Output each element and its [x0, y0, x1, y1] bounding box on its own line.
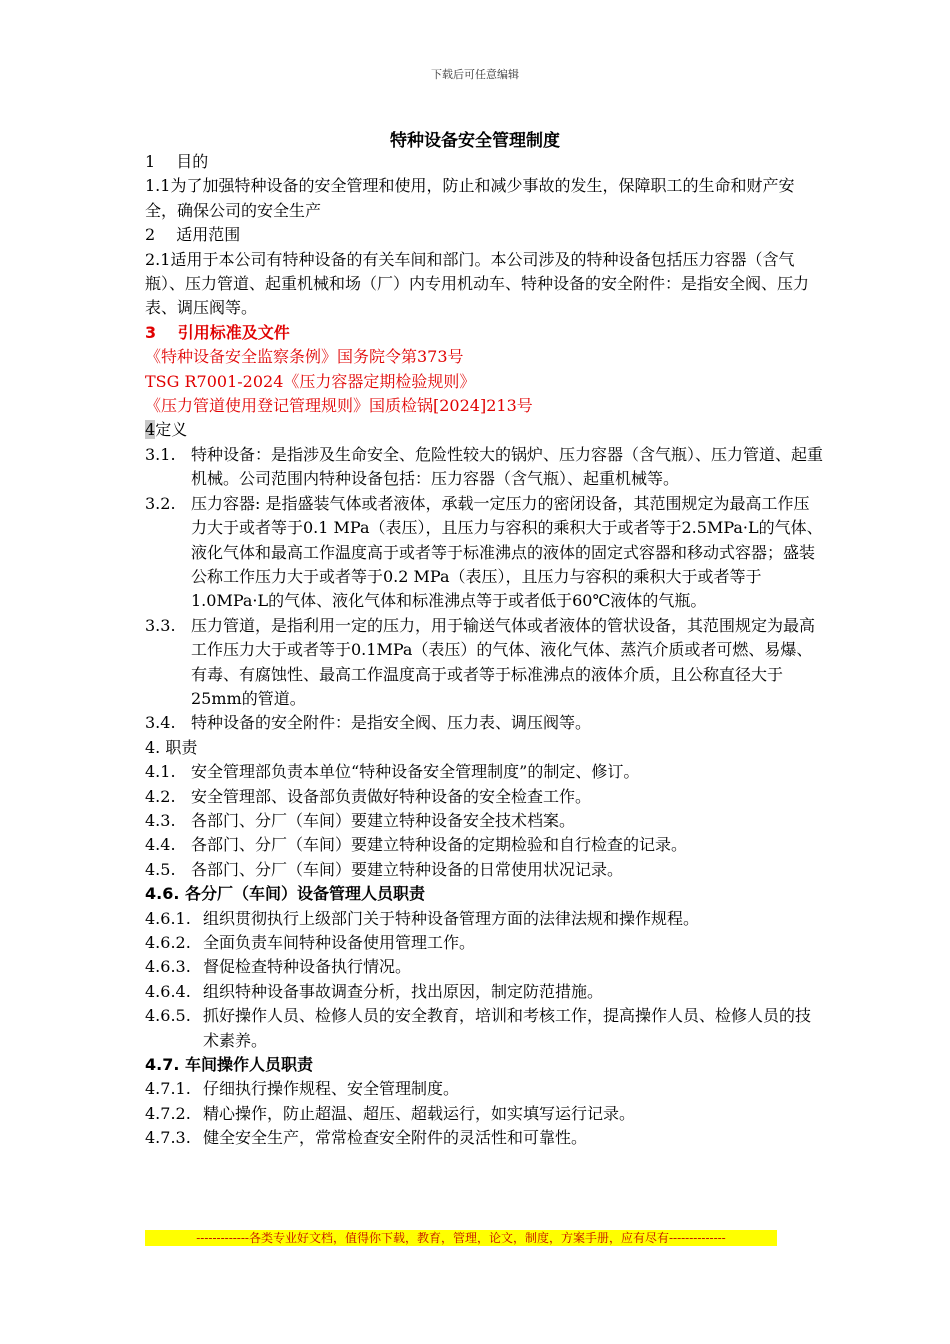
definition-item	[145, 492, 825, 614]
duty-text: 各部门、分厂（车间）要建立特种设备安全技术档案。	[191, 810, 576, 830]
reference-item: TSG R7001-2024《压力容器定期检验规则》	[145, 371, 476, 391]
operator-duty-number: 4.7.2.	[145, 1103, 191, 1123]
reference-item: 《压力管道使用登记管理规则》国质检锅[2024]213号	[145, 396, 533, 416]
definition-item	[145, 711, 825, 735]
section-4-number-highlight: 4	[145, 420, 156, 440]
definition-number: 3.4.	[145, 713, 176, 733]
section-2-heading: 2 适用范围	[145, 225, 241, 245]
section-4-heading-text: 定义	[155, 420, 188, 440]
duty-number: 4.4.	[145, 835, 176, 855]
duty-number: 4.2.	[145, 786, 176, 806]
manager-duty-item	[145, 1004, 825, 1053]
document-title: 特种设备安全管理制度	[390, 131, 560, 151]
operator-duty-text: 健全安全生产，常常检查安全附件的灵活性和可靠性。	[203, 1128, 588, 1148]
definition-number: 3.1.	[145, 444, 176, 464]
operator-duty-item	[145, 1126, 825, 1150]
definition-text: 压力容器: 是指盛装气体或者液体，承载一定压力的密闭设备，其范围规定为最高工作压力大于或者等于0.1 MPa（表压），且压力与容积的乘积大于或者等于2.5MPa·L的气体、液化气体和最高工作温度高于或者等于标准沸点的液体的固定式容器和移动式容器；盛装公称工作压力大于或者等于0.2 MPa（表压），且压力与容积的乘积大于或者等于1.0MPa·L的气体、液化气体和标准沸点等于或者低于60℃液体的气瓶。	[191, 493, 823, 611]
section-1-1-paragraph: 1.1为了加强特种设备的安全管理和使用，防止和减少事故的发生，保障职工的生命和财产安全，确保公司的安全生产	[145, 176, 795, 220]
reference-item: 《特种设备安全监察条例》国务院令第373号	[145, 347, 464, 367]
manager-duty-number: 4.6.1.	[145, 908, 191, 928]
duty-item	[145, 785, 825, 809]
manager-duty-number: 4.6.3.	[145, 957, 191, 977]
duty-item	[145, 858, 825, 882]
definition-text: 特种设备：是指涉及生命安全、危险性较大的锅炉、压力容器（含气瓶）、压力管道、起重机械。公司范围内特种设备包括：压力容器（含气瓶）、起重机械等。	[191, 444, 824, 489]
definition-number: 3.2.	[145, 493, 176, 513]
definition-item	[145, 614, 825, 712]
manager-duty-item	[145, 955, 825, 979]
duty-item	[145, 760, 825, 784]
duties-heading: 4. 职责	[145, 737, 198, 757]
section-1-heading: 1 目的	[145, 152, 209, 171]
document-body	[145, 150, 825, 1151]
operator-duty-item	[145, 1102, 825, 1126]
operator-duty-text: 精心操作，防止超温、超压、超载运行，如实填写运行记录。	[203, 1103, 636, 1123]
manager-duty-item	[145, 907, 825, 931]
definition-text: 特种设备的安全附件：是指安全阀、压力表、调压阀等。	[191, 713, 592, 733]
duty-number: 4.1.	[145, 762, 176, 782]
operator-duty-number: 4.7.3.	[145, 1128, 191, 1148]
manager-duty-text: 抓好操作人员、检修人员的安全教育，培训和考核工作，提高操作人员、检修人员的技术素养。	[203, 1006, 812, 1050]
manager-duty-number: 4.6.2.	[145, 933, 191, 952]
definition-item	[145, 443, 825, 492]
duty-number: 4.5.	[145, 859, 176, 879]
manager-duty-item	[145, 980, 825, 1004]
duty-text: 各部门、分厂（车间）要建立特种设备的日常使用状况记录。	[191, 859, 624, 879]
duty-item	[145, 809, 825, 833]
section-4-6-heading: 4.6. 各分厂（车间）设备管理人员职责	[145, 884, 425, 904]
operator-duty-text: 仔细执行操作规程、安全管理制度。	[203, 1079, 460, 1099]
section-3-heading: 3 引用标准及文件	[145, 322, 290, 342]
footer-banner: -------------各类专业好文档，值得你下载，教育，管理，论文，制度，方案手册，应有尽有--------------	[145, 1230, 777, 1246]
duty-text: 安全管理部、设备部负责做好特种设备的安全检查工作。	[191, 786, 592, 806]
duty-text: 各部门、分厂（车间）要建立特种设备的定期检验和自行检查的记录。	[191, 835, 688, 855]
duty-number: 4.3.	[145, 810, 176, 830]
section-4-7-heading: 4.7. 车间操作人员职责	[145, 1055, 313, 1075]
definition-text: 压力管道，是指利用一定的压力，用于输送气体或者液体的管状设备，其范围规定为最高工作压力大于或者等于0.1MPa（表压）的气体、液化气体、蒸汽介质或者可燃、易爆、有毒、有腐蚀性、最高工作温度高于或者等于标准沸点的液体介质，且公称直径大于25mm的管道。	[191, 615, 816, 708]
duty-text: 安全管理部负责本单位“特种设备安全管理制度”的制定、修订。	[191, 762, 640, 782]
section-2-1-paragraph: 2.1适用于本公司有特种设备的有关车间和部门。本公司涉及的特种设备包括压力容器（含气瓶）、压力管道、起重机械和场（厂）内专用机动车、特种设备的安全附件：是指安全阀、压力表、调压阀等。	[145, 249, 810, 318]
manager-duty-text: 全面负责车间特种设备使用管理工作。	[203, 933, 476, 952]
manager-duty-text: 督促检查特种设备执行情况。	[203, 957, 412, 977]
manager-duty-text: 组织特种设备事故调查分析，找出原因，制定防范措施。	[203, 981, 604, 1001]
operator-duty-item	[145, 1077, 825, 1101]
manager-duty-item	[145, 931, 825, 955]
operator-duty-number: 4.7.1.	[145, 1079, 191, 1099]
section-4-heading	[145, 418, 825, 442]
duty-item	[145, 833, 825, 857]
manager-duty-number: 4.6.5.	[145, 1006, 191, 1026]
header-note: 下载后可任意编辑	[431, 68, 519, 81]
definition-number: 3.3.	[145, 615, 176, 635]
manager-duty-number: 4.6.4.	[145, 981, 191, 1001]
manager-duty-text: 组织贯彻执行上级部门关于特种设备管理方面的法律法规和操作规程。	[203, 908, 700, 928]
